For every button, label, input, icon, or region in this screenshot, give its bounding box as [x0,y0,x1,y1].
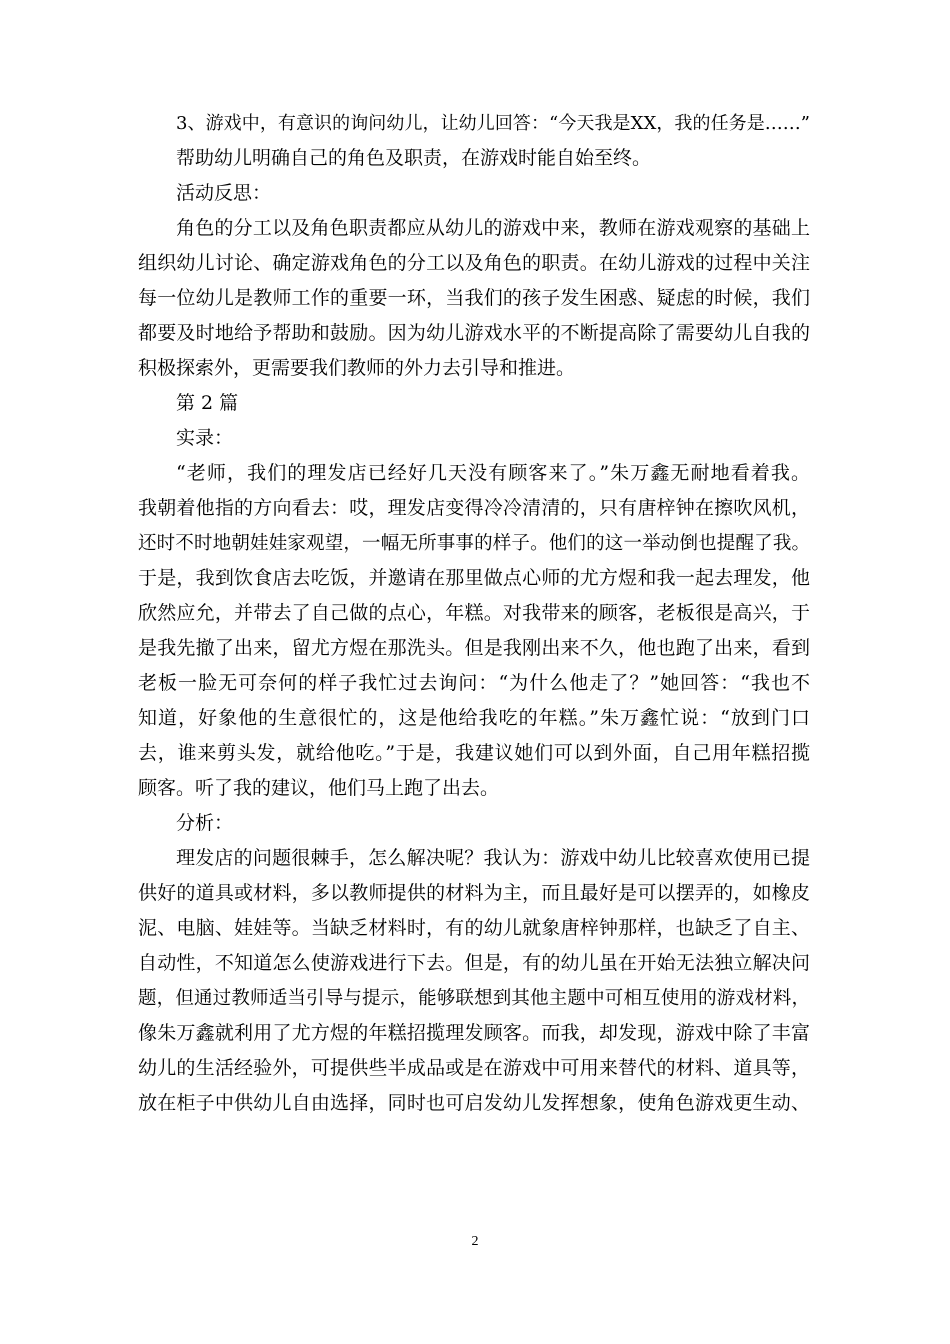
text-line: 题，但通过教师适当引导与提示，能够联想到其他主题中可相互使用的游戏材料， [138,988,810,1009]
text-line: 老板一脸无可奈何的样子我忙过去询问：“为什么他走了？”她回答：“我也不 [138,672,810,694]
text-line: 知道，好象他的生意很忙的，这是他给我吃的年糕。”朱万鑫忙说：“放到门口 [138,707,810,729]
text-line: 角色的分工以及角色职责都应从幼儿的游戏中来，教师在游戏观察的基础上 [176,217,810,239]
text-line: 顾客。听了我的建议，他们马上跑了出去。 [138,777,500,799]
text-line: 去，谁来剪头发，就给他吃。”于是，我建议她们可以到外面，自己用年糕招揽 [138,742,810,764]
text-line: 我朝着他指的方向看去：哎，理发店变得冷冷清清的，只有唐梓钟在擦吹风机， [138,497,810,519]
text-line: 每一位幼儿是教师工作的重要一环，当我们的孩子发生困惑、疑虑的时候，我们 [138,287,810,309]
text-line: 放在柜子中供幼儿自由选择，同时也可启发幼儿发挥想象，使角色游戏更生动、 [138,1092,810,1114]
text-line: 积极探索外，更需要我们教师的外力去引导和推进。 [138,357,576,379]
text-line: 分析： [176,812,234,834]
text-line: 还时不时地朝娃娃家观望，一幅无所事事的样子。他们的这一举动倒也提醒了我。 [138,533,810,554]
text-line: 3、游戏中，有意识的询问幼儿，让幼儿回答：“今天我是XX，我的任务是……” [176,113,810,134]
page-number: 2 [471,1234,479,1249]
text-line: 幼儿的生活经验外，可提供些半成品或是在游戏中可用来替代的材料、道具等， [138,1057,810,1079]
text-line: 欣然应允，并带去了自己做的点心，年糕。对我带来的顾客，老板很是高兴，于 [138,602,810,624]
body-text [138,106,810,1121]
text-line: 帮助幼儿明确自己的角色及职责，在游戏时能自始至终。 [176,147,652,169]
text-line: 实录： [176,427,234,449]
text-line: 组织幼儿讨论、确定游戏角色的分工以及角色的职责。在幼儿游戏的过程中关注 [138,252,810,274]
text-line: 供好的道具或材料，多以教师提供的材料为主，而且最好是可以摆弄的，如橡皮 [138,882,810,904]
text-line: 于是，我到饮食店去吃饭，并邀请在那里做点心师的尤方煜和我一起去理发，他 [138,567,810,589]
text-line: 自动性，不知道怎么使游戏进行下去。但是，有的幼儿虽在开始无法独立解决问 [138,952,810,974]
text-line: 像朱万鑫就利用了尤方煜的年糕招揽理发顾客。而我，却发现，游戏中除了丰富 [138,1022,810,1044]
text-line: 第 2 篇 [176,392,239,414]
text-line: “老师，我们的理发店已经好几天没有顾客来了。”朱万鑫无耐地看着我。 [176,462,810,484]
text-line: 活动反思： [176,182,272,204]
text-line: 理发店的问题很棘手，怎么解决呢？我认为：游戏中幼儿比较喜欢使用已提 [176,847,810,869]
text-line: 都要及时地给予帮助和鼓励。因为幼儿游戏水平的不断提高除了需要幼儿自我的 [138,322,810,344]
text-line: 是我先撤了出来，留尤方煜在那洗头。但是我刚出来不久，他也跑了出来，看到 [138,637,810,659]
text-line: 泥、电脑、娃娃等。当缺乏材料时，有的幼儿就象唐梓钟那样，也缺乏了自主、 [138,917,810,939]
